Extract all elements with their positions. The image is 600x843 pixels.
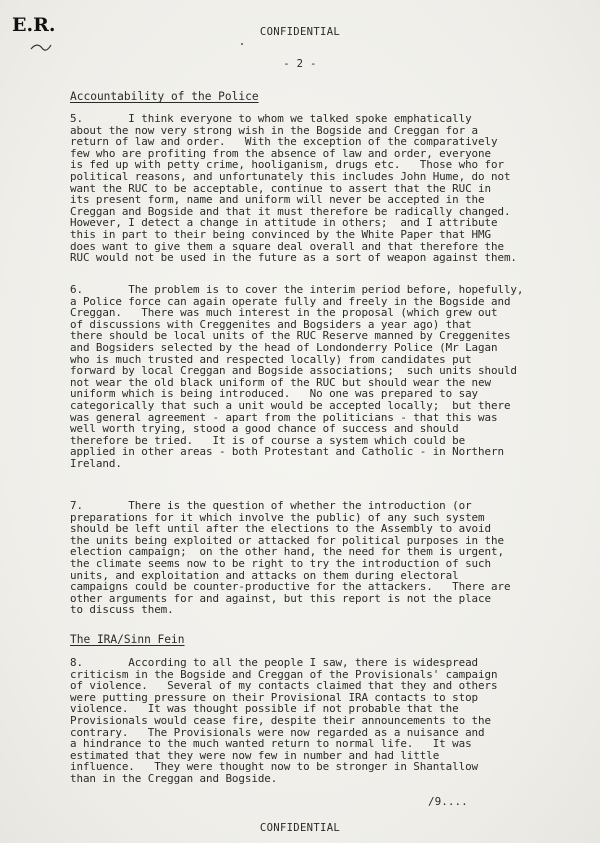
paragraph-line: applied in other areas - both Protestant and Catholic - in Northern — [70, 445, 504, 459]
paragraph-line: who is much trusted and respected locally) from candidates put — [70, 352, 472, 366]
paragraph-line: should be left until after the elections to the Assembly to avoid — [70, 522, 491, 536]
paragraph-7 — [70, 500, 590, 616]
paragraph-line: about the now very strong wish in the Bogside and Creggan for a — [70, 123, 479, 137]
paragraph-line: Ireland. — [70, 456, 122, 470]
paragraph-line: violence. It was thought possible if not probable that the — [70, 702, 459, 716]
paragraph-6 — [70, 284, 590, 470]
paragraph-line: political reasons, and unfortunately this includes John Hume, do not — [70, 169, 511, 183]
continuation-marker: /9.... — [428, 795, 468, 808]
paragraph-line: categorically that such a unit would be accepted locally; but there — [70, 398, 511, 412]
paragraph-8 — [70, 657, 590, 785]
paragraph-line: this in part to their being convinced by the White Paper that HMG — [70, 227, 491, 241]
paragraph-line: 7. There is the question of whether the introduction (or — [70, 499, 472, 512]
paragraph-line: 5. I think everyone to whom we talked spoke emphatically — [70, 112, 472, 125]
paragraph-line: other arguments for and against, but this report is not the place — [70, 591, 491, 605]
paragraph-line: of violence. Several of my contacts claimed that they and others — [70, 679, 498, 693]
paragraph-line: than in the Creggan and Bogside. — [70, 771, 278, 785]
paragraph-line: campaigns could be counter-productive for the attackers. There are — [70, 580, 511, 594]
paragraph-line: forward by local Creggan and Bogside associations; such units should — [70, 364, 517, 378]
paragraph-line: Creggan. There was much interest in the proposal (which grew out — [70, 306, 498, 320]
paragraph-line: therefore be tried. It is of course a system which could be — [70, 433, 466, 447]
handwritten-flourish — [30, 42, 52, 52]
paragraph-line: the units being exploited or attacked for political purposes in the — [70, 533, 504, 547]
paragraph-line: few who are profiting from the absence of law and order, everyone — [70, 146, 491, 160]
paragraph-line: there should be local units of the RUC Reserve manned by Creggenites — [70, 329, 511, 343]
paragraph-line: does want to give them a square deal overall and that therefore the — [70, 239, 504, 253]
punch-mark — [241, 43, 243, 45]
paragraph-line: criticism in the Bogside and Creggan of the Provisionals' campaign — [70, 667, 498, 681]
paragraph-line: contrary. The Provisionals were now regarded as a nuisance and — [70, 725, 485, 739]
paragraph-line: Provisionals would cease fire, despite their announcements to the — [70, 713, 491, 727]
paragraph-line: were putting pressure on their Provisional IRA contacts to stop — [70, 690, 479, 704]
paragraph-line: well worth trying, stood a good chance of success and should — [70, 422, 459, 436]
paragraph-line: is fed up with petty crime, hooliganism, drugs etc. Those who for — [70, 158, 504, 172]
paragraph-line: election campaign; on the other hand, the need for them is urgent, — [70, 545, 504, 559]
paragraph-line: the climate seems now to be right to try the introduction of such — [70, 556, 491, 570]
handwritten-initials: E.R. — [12, 14, 56, 36]
paragraph-line: 8. According to all the people I saw, there is widespread — [70, 656, 479, 669]
paragraph-line: return of law and order. With the exception of the comparatively — [70, 135, 498, 149]
paragraph-line: uniform which is being introduced. No one was prepared to say — [70, 387, 479, 401]
paragraph-line: and Bogsiders selected by the head of Londonderry Police (Mr Lagan — [70, 340, 498, 354]
page-number: - 2 - — [283, 58, 317, 70]
paragraph-line: preparations for it which involve the public) of any such system — [70, 510, 485, 524]
paragraph-line: not wear the old black uniform of the RUC but should wear the new — [70, 375, 491, 389]
classification-footer: CONFIDENTIAL — [259, 822, 341, 834]
paragraph-line: 6. The problem is to cover the interim period before, hopefully, — [70, 283, 524, 296]
paragraph-line: a hindrance to the much wanted return to normal life. It was — [70, 737, 472, 751]
paragraph-line: RUC would not be used in the future as a sort of weapon against them. — [70, 251, 517, 265]
paragraph-line: of discussions with Creggenites and Bogsiders a year ago) that — [70, 317, 472, 331]
paragraph-line: to discuss them. — [70, 603, 174, 617]
paragraph-line: However, I detect a change in attitude in others; and I attribute — [70, 216, 498, 230]
paragraph-line: influence. They were thought now to be stronger in Shantallow — [70, 760, 479, 774]
paragraph-line: Creggan and Bogside and that it must therefore be radically changed. — [70, 204, 511, 218]
paragraph-line: estimated that they were now few in number and had little — [70, 748, 440, 762]
paragraph-5 — [70, 113, 590, 264]
classification-header: CONFIDENTIAL — [259, 26, 341, 38]
paragraph-line: want the RUC to be acceptable, continue to assert that the RUC in — [70, 181, 491, 195]
paragraph-line: its present form, name and uniform will never be accepted in the — [70, 193, 485, 207]
paragraph-line: was general agreement - apart from the politicians - that this was — [70, 410, 498, 424]
section-heading-ira: The IRA/Sinn Fein — [70, 633, 185, 646]
section-heading-police: Accountability of the Police — [70, 90, 259, 103]
paragraph-line: units, and exploitation and attacks on them during electoral — [70, 568, 459, 582]
paragraph-line: a Police force can again operate fully and freely in the Bogside and — [70, 294, 511, 308]
